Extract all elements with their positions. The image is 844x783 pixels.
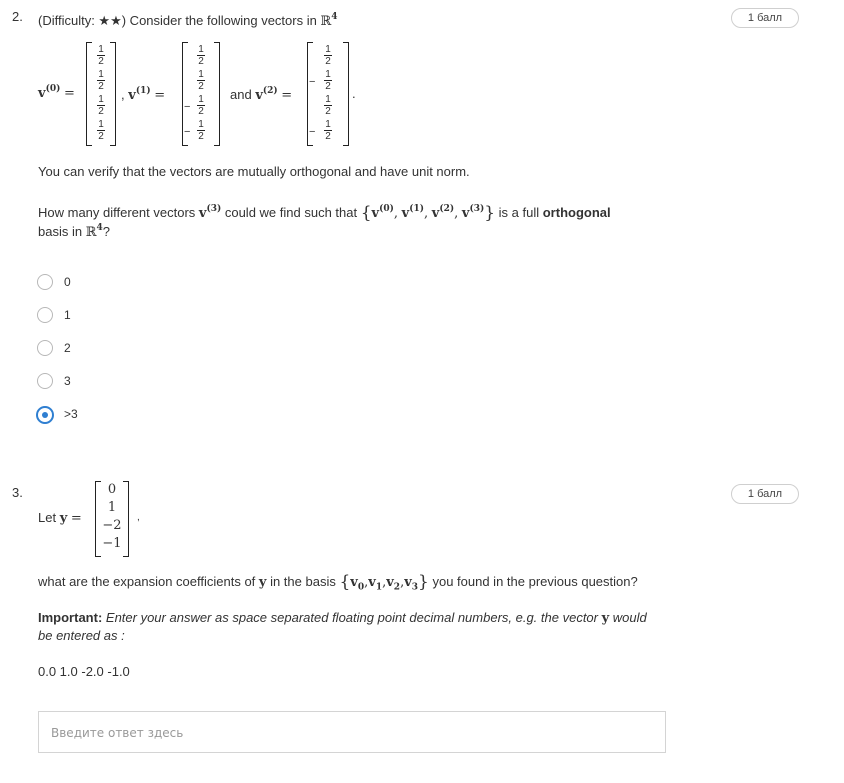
option-2-radio[interactable] bbox=[37, 340, 53, 356]
option-gt3-radio[interactable] bbox=[36, 406, 54, 424]
option-1-radio[interactable] bbox=[37, 307, 53, 323]
v0-matrix: 1 2 1 2 1 2 1 2 bbox=[86, 42, 116, 146]
v1-matrix: 1 2 1 2 − 1 2 − 1 2 bbox=[182, 42, 220, 146]
verify-text: You can verify that the vectors are mutually orthogonal and have unit norm. bbox=[38, 164, 470, 179]
question-2-prompt-line2: basis in ℝ$^4$? bbox=[38, 223, 111, 240]
option-0-label[interactable]: 0 bbox=[64, 275, 71, 289]
v2-label: and $v^{(2)}$ = bbox=[230, 86, 293, 103]
v0-label: $v^{(0)}$ = bbox=[38, 84, 75, 101]
orthogonal-bold: orthogonal bbox=[542, 205, 611, 220]
example-answer: 0.0 1.0 -2.0 -1.0 bbox=[38, 664, 130, 679]
answer-input[interactable]: Введите ответ здесь bbox=[38, 711, 666, 753]
question-3-prompt: what are the expansion coefficients of y in the basis $\{v_0,v_1,v_2,v_3\}$ you found in the previous question? bbox=[38, 572, 638, 593]
important-line1: Important: Enter your answer as space separated floating point decimal numbers, e.g. the vector y would bbox=[38, 610, 647, 626]
option-1-label[interactable]: 1 bbox=[64, 308, 71, 322]
important-label: Important: bbox=[38, 610, 103, 625]
question-3-number: 3. bbox=[12, 485, 23, 500]
r4-symbol: ℝ$^4$ bbox=[320, 12, 338, 29]
important-line2: be entered as : bbox=[38, 628, 125, 643]
option-gt3-label[interactable]: >3 bbox=[64, 407, 78, 421]
question-3-points-badge: 1 балл bbox=[731, 484, 799, 504]
option-0-radio[interactable] bbox=[37, 274, 53, 290]
option-2-label[interactable]: 2 bbox=[64, 341, 71, 355]
v1-label: , $v^{(1)}$ = bbox=[121, 86, 166, 103]
option-3-radio[interactable] bbox=[37, 373, 53, 389]
y-matrix: 0 1 −2 −1 bbox=[95, 481, 129, 557]
question-2-intro-text: (Difficulty: ★★) Consider the following vectors in bbox=[38, 13, 321, 28]
question-2-prompt-line1: How many different vectors $v^{(3)}$ could we find such that {$v^{(0)}$, $v^{(1)}$, $v^{(2)}$, $v^{(3)}$} is a full orthogonal bbox=[38, 203, 611, 223]
option-3-label[interactable]: 3 bbox=[64, 374, 71, 388]
v2-period: . bbox=[352, 86, 356, 101]
let-y-label: Let y = bbox=[38, 510, 82, 526]
question-2-intro bbox=[38, 8, 338, 31]
question-2-number: 2. bbox=[12, 9, 23, 24]
v2-matrix: 1 2 − 1 2 1 2 − 1 2 bbox=[307, 42, 349, 146]
question-2-points-badge: 1 балл bbox=[731, 8, 799, 28]
y-comma: , bbox=[137, 512, 140, 523]
